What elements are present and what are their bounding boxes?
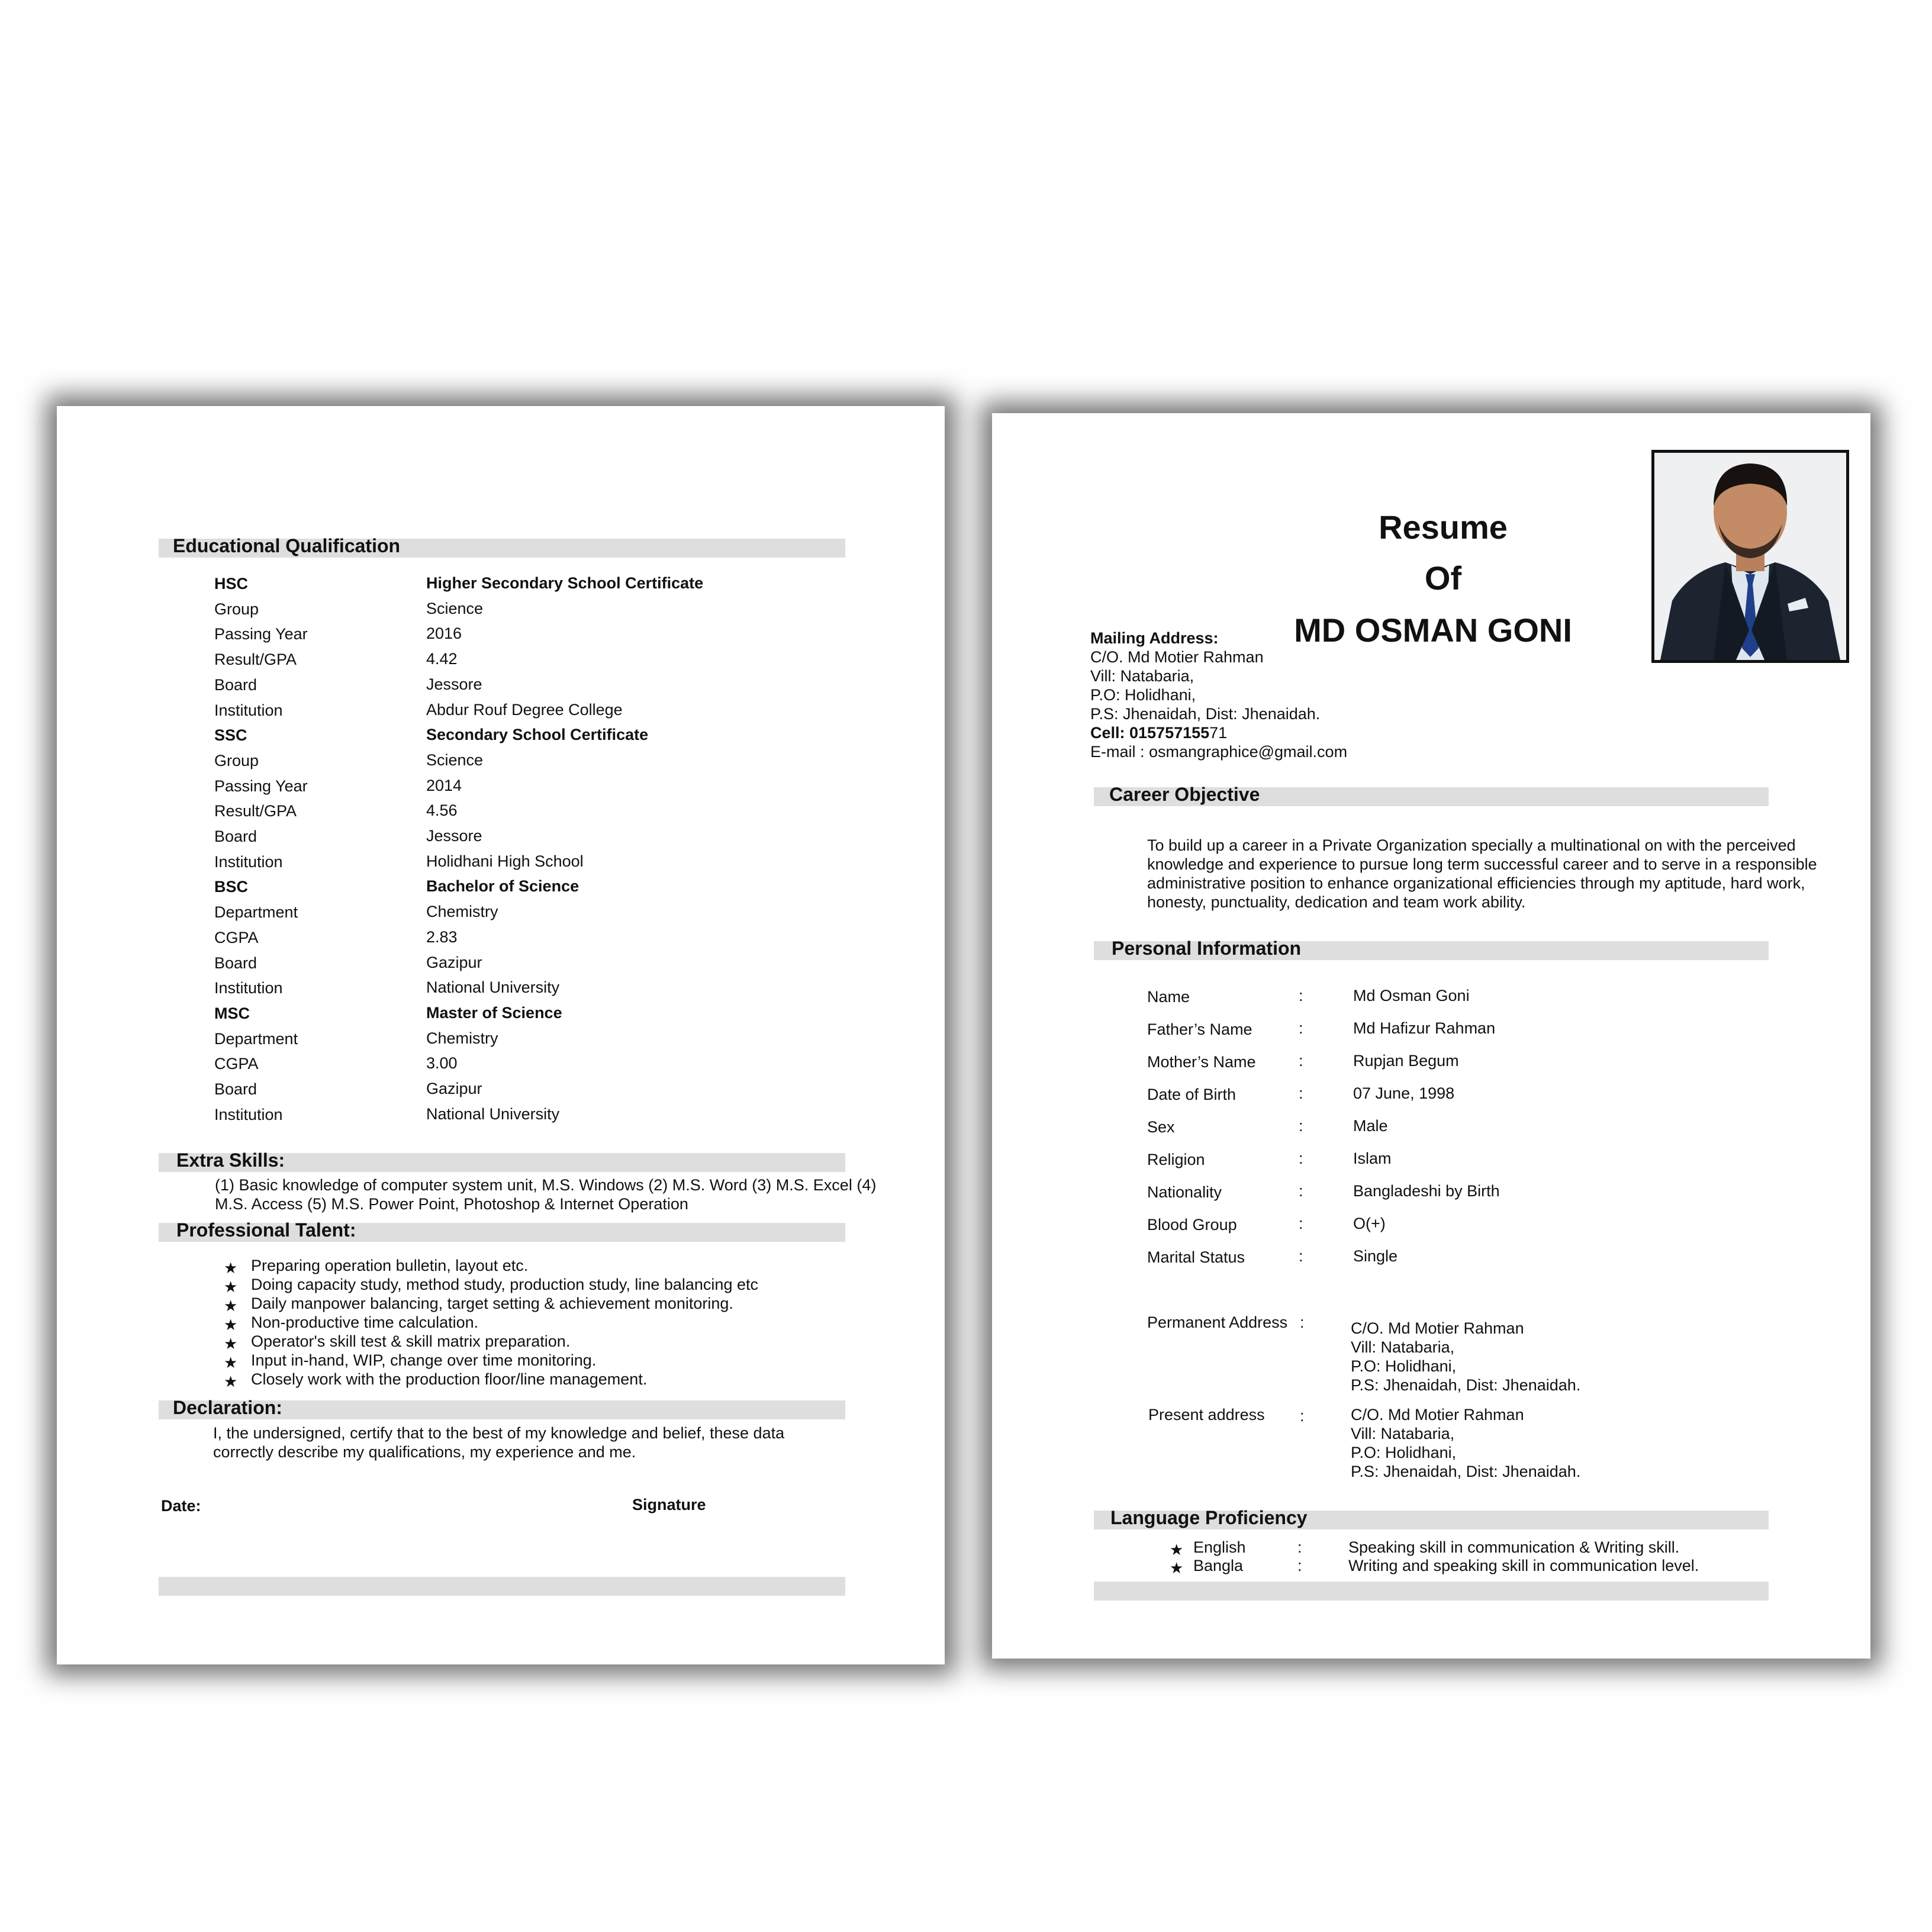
extra-skills-line-1: (1) Basic knowledge of computer system unit, M.S. Windows (2) M.S. Word (3) M.S. Excel (4): [215, 1176, 877, 1194]
star-icon: ★: [224, 1316, 238, 1334]
personal-section-bar: [1094, 938, 1769, 960]
personal-heading: Personal Information: [1112, 938, 1302, 959]
personal-row-value: Male: [1353, 1117, 1388, 1135]
candidate-name: MD OSMAN GONI: [1294, 611, 1572, 649]
education-row-label: Board: [214, 675, 257, 694]
talent-item: Doing capacity study, method study, production study, line balancing etc: [251, 1276, 758, 1293]
personal-row-value: Bangladeshi by Birth: [1353, 1182, 1500, 1200]
star-icon: ★: [1170, 1541, 1184, 1559]
education-heading: Educational Qualification: [173, 535, 401, 556]
extra-skills-heading: Extra Skills:: [176, 1149, 285, 1171]
education-row-value: Holidhani High School: [426, 852, 584, 870]
professional-talent-heading: Professional Talent:: [176, 1219, 356, 1241]
declaration-line-1: I, the undersigned, certify that to the best of my knowledge and belief, these data: [213, 1424, 785, 1442]
personal-row-value: Islam: [1353, 1149, 1392, 1167]
education-row-label: SSC: [214, 726, 247, 745]
colon: :: [1299, 1247, 1303, 1265]
footer-bar: [1094, 1582, 1769, 1601]
colon: :: [1299, 987, 1303, 1004]
personal-row-label: Sex: [1147, 1118, 1175, 1136]
personal-row-label: Marital Status: [1147, 1248, 1245, 1266]
colon: :: [1297, 1557, 1302, 1574]
education-row-label: BSC: [214, 878, 249, 896]
talent-item: Non-productive time calculation.: [251, 1313, 479, 1331]
footer-bar: [159, 1577, 845, 1596]
email: E-mail : osmangraphice@gmail.com: [1090, 743, 1348, 761]
education-row-label: CGPA: [214, 928, 259, 946]
education-row-label: Board: [214, 827, 257, 845]
education-row-value: Science: [426, 751, 484, 769]
mailing-line-1: C/O. Md Motier Rahman: [1090, 648, 1264, 666]
education-row-label: Institution: [214, 1105, 283, 1123]
education-row-label: Board: [214, 1080, 257, 1098]
mailing-line-4: P.S: Jhenaidah, Dist: Jhenaidah.: [1090, 705, 1321, 723]
talent-item: Input in-hand, WIP, change over time monitoring.: [251, 1351, 597, 1369]
present-address-line-3: P.O: Holidhani,: [1351, 1444, 1457, 1461]
date-label: Date:: [161, 1497, 201, 1515]
education-row-label: Department: [214, 1029, 298, 1048]
education-row-value: Master of Science: [426, 1003, 562, 1022]
language-value: Speaking skill in communication & Writing skill.: [1348, 1538, 1680, 1556]
education-row-label: Result/GPA: [214, 802, 297, 820]
resume-title-of: Of: [1424, 559, 1462, 597]
education-row-value: Abdur Rouf Degree College: [426, 700, 623, 719]
talent-item: Preparing operation bulletin, layout etc.: [251, 1257, 529, 1274]
colon: :: [1299, 1117, 1303, 1135]
personal-row-label: Blood Group: [1147, 1216, 1237, 1234]
education-row-value: Gazipur: [426, 1080, 482, 1097]
star-icon: ★: [224, 1335, 238, 1353]
education-row-value: Chemistry: [426, 1029, 498, 1047]
career-section-bar: [1094, 784, 1769, 806]
career-line-1: To build up a career in a Private Organization specially a multinational on with the perceived: [1147, 836, 1796, 854]
career-line-2: knowledge and experience to pursue long term successful career and to serve in a responsible: [1147, 855, 1817, 873]
career-line-4: honesty, punctuality, dedication and team work ability.: [1147, 893, 1526, 911]
star-icon: ★: [224, 1373, 238, 1390]
personal-row-label: Father’s Name: [1147, 1020, 1252, 1038]
cell-number: [1090, 723, 1227, 742]
education-row-value: Higher Secondary School Certificate: [426, 574, 704, 592]
education-row-value: 2014: [426, 776, 462, 794]
education-row-label: Passing Year: [214, 777, 308, 795]
language-label: English: [1193, 1538, 1246, 1556]
extra-skills-section-bar: [159, 1149, 845, 1172]
personal-row-value: O(+): [1353, 1215, 1386, 1232]
permanent-address-label: Permanent Address: [1147, 1313, 1288, 1331]
colon: :: [1299, 1149, 1303, 1167]
present-address-label: Present address: [1148, 1406, 1265, 1424]
education-row-value: 4.56: [426, 801, 458, 820]
extra-skills-line-2: M.S. Access (5) M.S. Power Point, Photoshop & Internet Operation: [215, 1195, 688, 1213]
education-row-label: CGPA: [214, 1055, 259, 1073]
education-row-value: 4.42: [426, 650, 458, 668]
declaration-section-bar: [159, 1397, 845, 1419]
education-row-value: Bachelor of Science: [426, 877, 579, 896]
star-icon: ★: [224, 1259, 238, 1277]
education-row-value: National University: [426, 978, 560, 997]
language-section-bar: [1094, 1507, 1769, 1530]
personal-row-value: 07 June, 1998: [1353, 1084, 1455, 1102]
profile-photo: [1651, 450, 1849, 663]
colon: :: [1299, 1019, 1303, 1037]
mailing-line-3: P.O: Holidhani,: [1090, 686, 1196, 704]
resume-title: Resume: [1379, 508, 1508, 546]
cell-number-main: Cell: 015757155: [1090, 724, 1210, 742]
star-icon: ★: [224, 1297, 238, 1315]
education-row-label: Department: [214, 903, 298, 922]
permanent-address-line-2: Vill: Natabaria,: [1351, 1338, 1455, 1356]
mailing-line-2: Vill: Natabaria,: [1090, 667, 1194, 685]
education-row-label: Institution: [214, 701, 283, 719]
personal-row-value: Md Hafizur Rahman: [1353, 1019, 1496, 1037]
colon: :: [1300, 1313, 1305, 1331]
resume-page-2: [57, 406, 945, 1664]
colon: :: [1299, 1215, 1303, 1232]
language-value: Writing and speaking skill in communication level.: [1348, 1557, 1699, 1574]
personal-row-value: Rupjan Begum: [1353, 1052, 1459, 1070]
star-icon: ★: [1170, 1559, 1184, 1577]
personal-row-label: Nationality: [1147, 1183, 1222, 1201]
professional-talent-section-bar: [159, 1219, 845, 1242]
education-row-value: 2.83: [426, 928, 458, 946]
colon: :: [1300, 1407, 1305, 1425]
education-row-value: Jessore: [426, 827, 482, 845]
personal-row-value: Md Osman Goni: [1353, 987, 1470, 1004]
permanent-address-line-1: C/O. Md Motier Rahman: [1351, 1319, 1524, 1337]
personal-row-label: Religion: [1147, 1151, 1205, 1168]
education-row-label: Passing Year: [214, 625, 308, 643]
declaration-heading: Declaration:: [173, 1397, 282, 1418]
talent-item: Closely work with the production floor/line management.: [251, 1370, 648, 1388]
present-address-line-1: C/O. Md Motier Rahman: [1351, 1406, 1524, 1424]
education-row-label: Result/GPA: [214, 651, 297, 669]
education-row-value: Chemistry: [426, 903, 498, 921]
declaration-line-2: correctly describe my qualifications, my experience and me.: [213, 1443, 636, 1461]
star-icon: ★: [224, 1278, 238, 1296]
mailing-heading: Mailing Address:: [1090, 629, 1219, 647]
education-row-label: HSC: [214, 575, 249, 593]
cell-number-tail: 71: [1209, 724, 1228, 742]
signature-label: Signature: [632, 1496, 706, 1514]
personal-row-label: Date of Birth: [1147, 1086, 1237, 1103]
education-row-value: Science: [426, 599, 484, 617]
education-row-value: Gazipur: [426, 953, 482, 971]
permanent-address-line-3: P.O: Holidhani,: [1351, 1357, 1457, 1375]
education-row-value: 3.00: [426, 1054, 458, 1073]
education-row-label: Institution: [214, 852, 283, 871]
talent-item: Daily manpower balancing, target setting & achievement monitoring.: [251, 1295, 733, 1312]
colon: :: [1297, 1538, 1302, 1556]
language-heading: Language Proficiency: [1110, 1507, 1308, 1528]
education-row-label: Group: [214, 600, 259, 618]
personal-row-label: Name: [1147, 988, 1190, 1006]
education-row-label: MSC: [214, 1004, 250, 1022]
resume-page-1: [992, 413, 1870, 1659]
present-address-line-2: Vill: Natabaria,: [1351, 1425, 1455, 1442]
career-heading: Career Objective: [1109, 784, 1260, 805]
education-row-value: Secondary School Certificate: [426, 726, 649, 744]
personal-row-value: Single: [1353, 1247, 1398, 1265]
education-row-value: 2016: [426, 624, 462, 643]
colon: :: [1299, 1084, 1303, 1102]
education-row-value: National University: [426, 1105, 560, 1123]
career-line-3: administrative position to enhance organizational efficiencies through my aptitude, hard work,: [1147, 874, 1805, 892]
talent-item: Operator's skill test & skill matrix preparation.: [251, 1332, 571, 1350]
colon: :: [1299, 1182, 1303, 1200]
present-address-line-4: P.S: Jhenaidah, Dist: Jhenaidah.: [1351, 1463, 1581, 1480]
colon: :: [1299, 1052, 1303, 1070]
language-label: Bangla: [1193, 1557, 1244, 1574]
education-row-value: Jessore: [426, 675, 482, 693]
education-row-label: Group: [214, 751, 259, 769]
person-portrait-icon: [1654, 453, 1846, 660]
permanent-address-line-4: P.S: Jhenaidah, Dist: Jhenaidah.: [1351, 1376, 1581, 1394]
star-icon: ★: [224, 1354, 238, 1371]
personal-row-label: Mother’s Name: [1147, 1053, 1256, 1071]
education-section-bar: [159, 535, 845, 558]
education-row-label: Institution: [214, 979, 283, 997]
education-row-label: Board: [214, 954, 257, 972]
